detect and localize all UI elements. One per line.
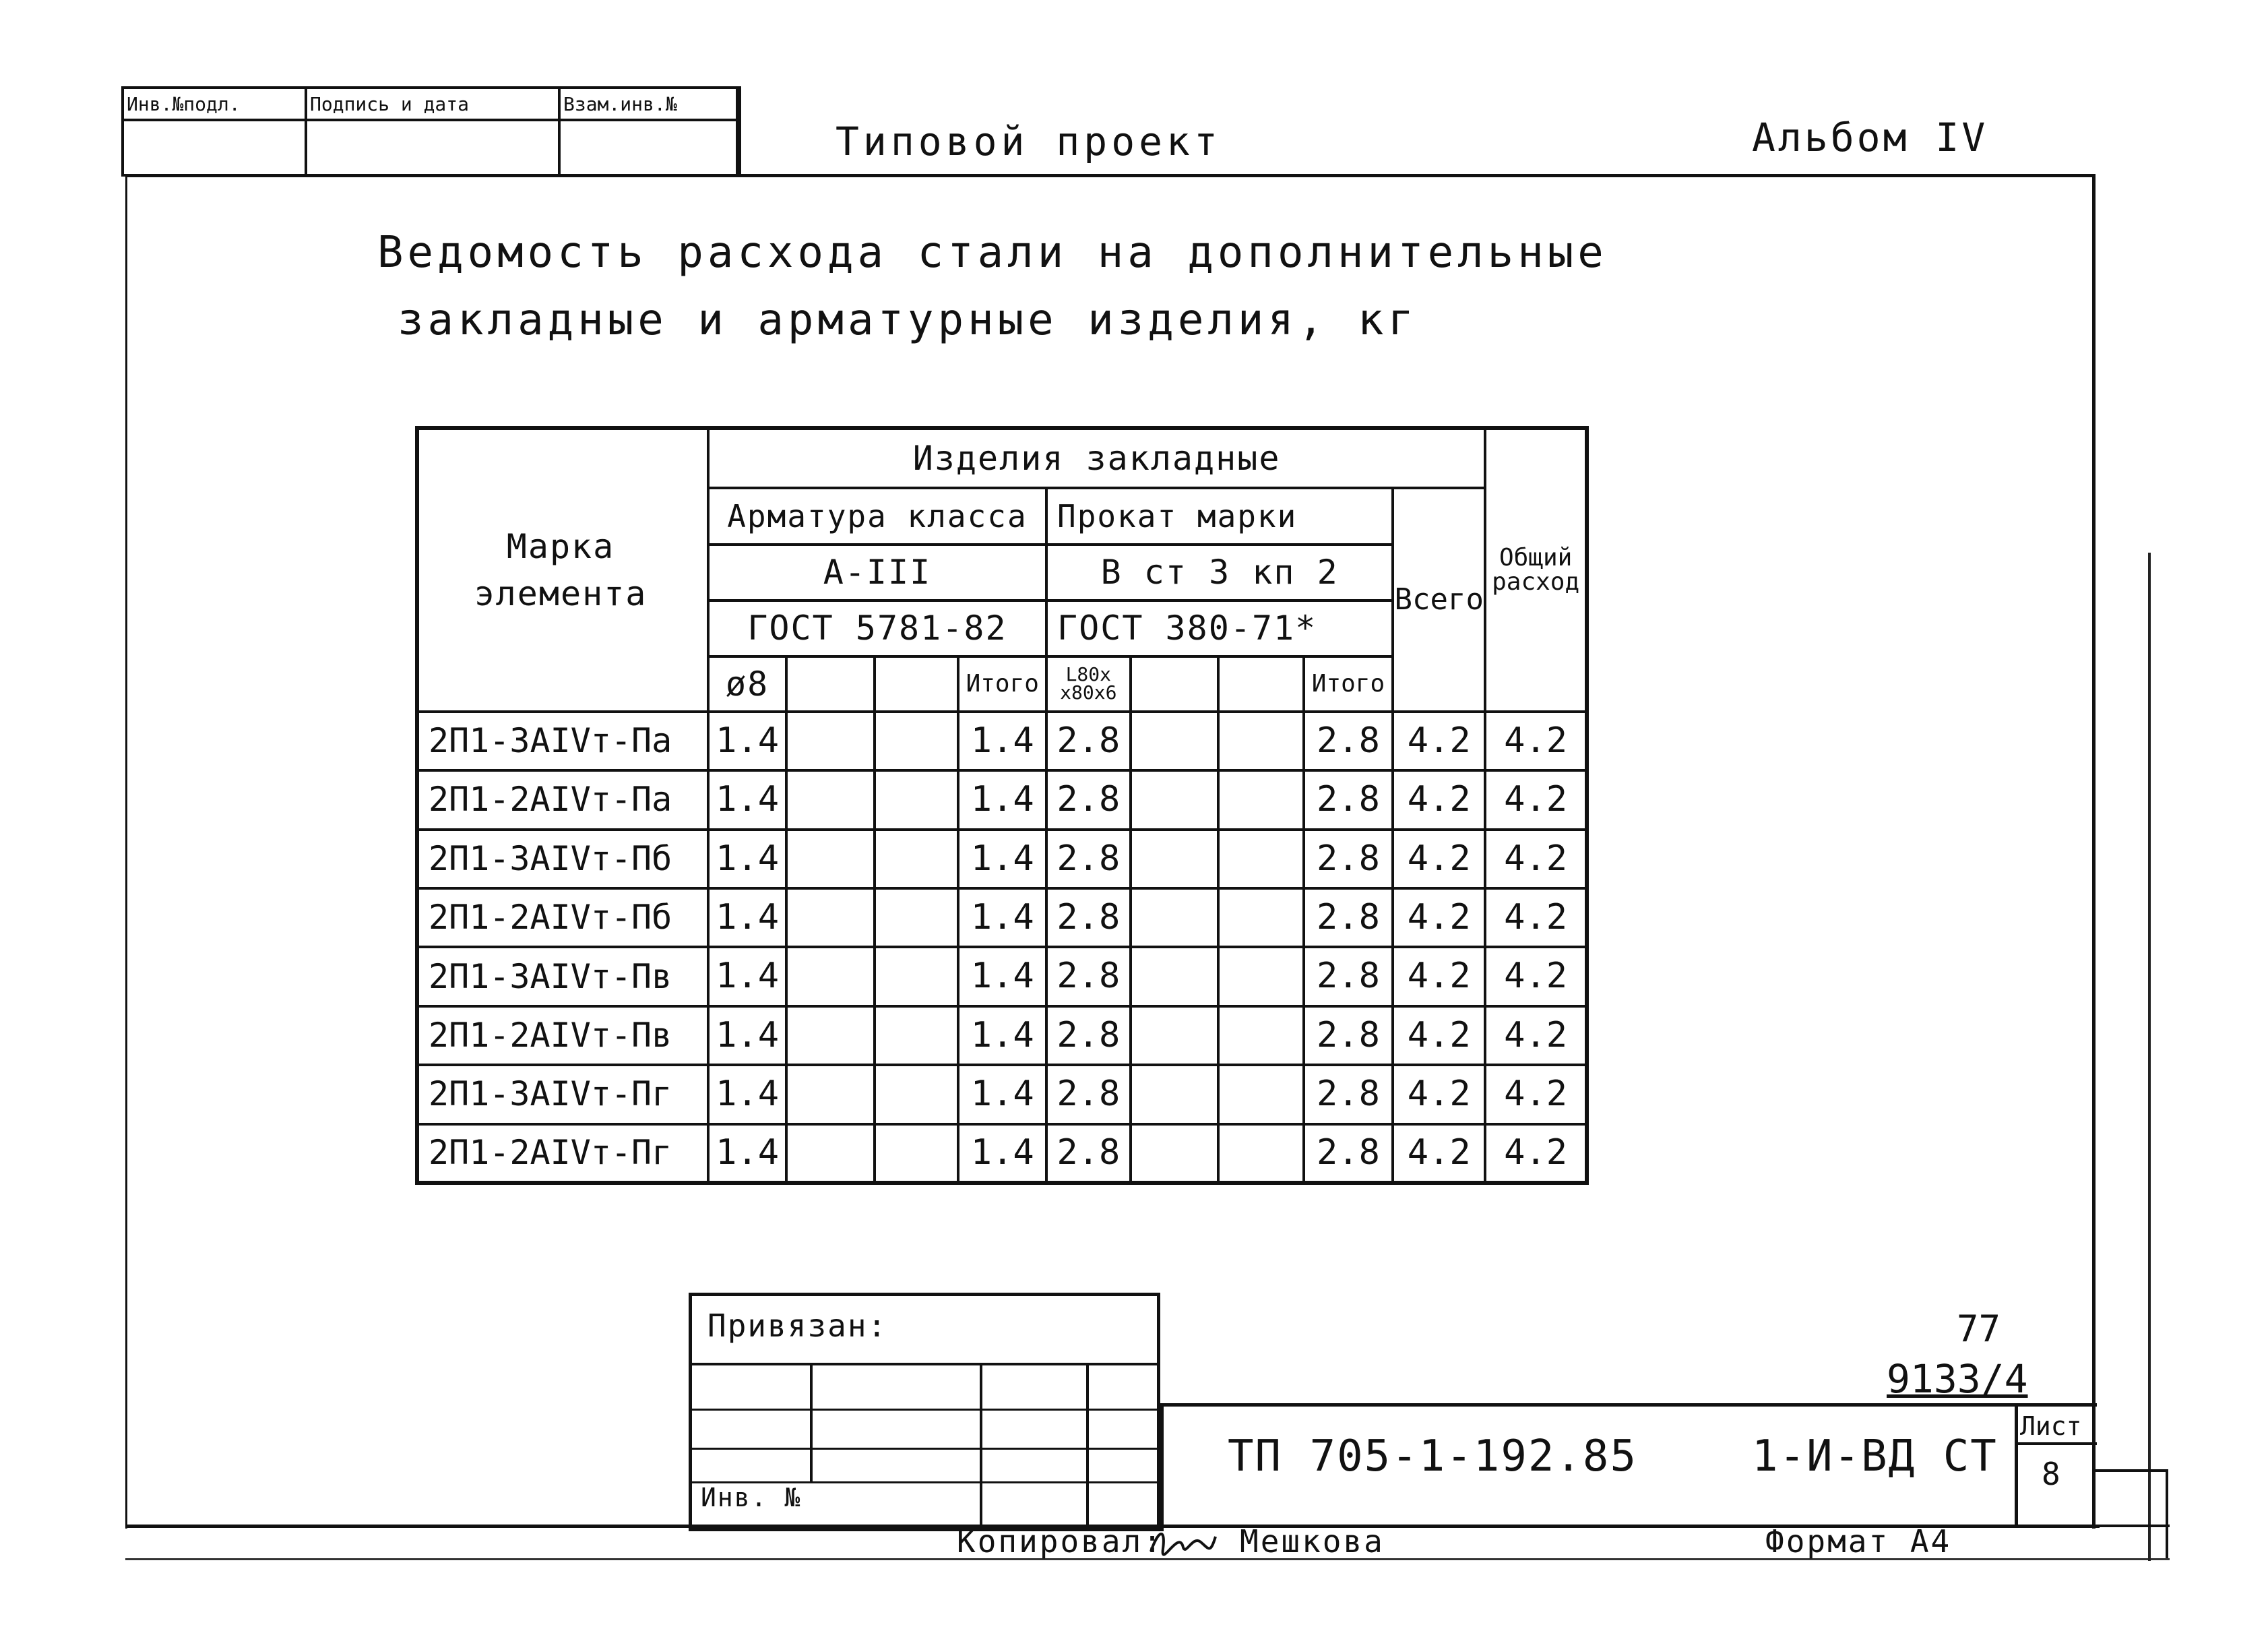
doc-title-line2: закладные и арматурные изделия, кг xyxy=(398,295,1418,345)
row-itogo-rolled-cell: 2.8 xyxy=(1304,1124,1393,1183)
row-total-cell: 4.2 xyxy=(1393,830,1485,888)
row-angle-cell: 2.8 xyxy=(1046,712,1131,770)
stamp-divider xyxy=(305,89,307,174)
row-general-cell: 4.2 xyxy=(1485,770,1587,829)
edge-mark-line xyxy=(2096,1525,2170,1527)
rolled-gost: ГОСТ 380-71* xyxy=(1046,601,1393,656)
header-itogo-rebar: Итого xyxy=(958,656,1046,711)
stamp-divider xyxy=(736,89,738,174)
table-row xyxy=(417,888,1587,947)
header-mark xyxy=(417,428,708,712)
document-code: 1-И-ВД СТ xyxy=(1752,1432,1998,1481)
stamp-divider xyxy=(558,89,561,174)
row-d8-cell: 1.4 xyxy=(708,888,787,947)
row-empty-cell xyxy=(786,1065,875,1124)
row-empty-cell xyxy=(1218,1006,1304,1065)
row-empty-cell xyxy=(1218,1124,1304,1183)
row-empty-cell xyxy=(1218,947,1304,1006)
row-empty-cell xyxy=(1131,830,1219,888)
row-angle-cell: 2.8 xyxy=(1046,947,1131,1006)
row-empty-cell xyxy=(875,712,959,770)
row-empty-cell xyxy=(786,1006,875,1065)
row-empty-cell xyxy=(1218,712,1304,770)
table-row xyxy=(417,770,1587,829)
row-itogo-rolled-cell: 2.8 xyxy=(1304,770,1393,829)
titleblock-left-line xyxy=(1160,1403,1164,1531)
row-itogo-rolled-cell: 2.8 xyxy=(1304,830,1393,888)
row-mark-cell: 2П1-3АIVт-Пб xyxy=(417,830,708,888)
binding-row-line xyxy=(689,1409,1160,1411)
album-header: Альбом IV xyxy=(1752,115,1988,160)
row-d8-cell: 1.4 xyxy=(708,947,787,1006)
row-angle-cell: 2.8 xyxy=(1046,888,1131,947)
header-empty-cell xyxy=(875,656,959,711)
table-row xyxy=(417,947,1587,1006)
row-empty-cell xyxy=(1131,1065,1219,1124)
project-header: Типовой проект xyxy=(836,119,1222,164)
row-empty-cell xyxy=(786,1124,875,1183)
binding-label: Привязан: xyxy=(707,1307,888,1344)
row-d8-cell: 1.4 xyxy=(708,1006,787,1065)
row-itogo-rolled-cell: 2.8 xyxy=(1304,888,1393,947)
row-angle-cell: 2.8 xyxy=(1046,1006,1131,1065)
row-empty-cell xyxy=(1131,770,1219,829)
row-general-cell: 4.2 xyxy=(1485,947,1587,1006)
header-empty-cell xyxy=(1218,656,1304,711)
row-itogo-rolled-cell: 2.8 xyxy=(1304,1006,1393,1065)
row-total-cell: 4.2 xyxy=(1393,712,1485,770)
binding-row-line xyxy=(689,1363,1160,1365)
row-general-cell: 4.2 xyxy=(1485,1006,1587,1065)
row-total-cell: 4.2 xyxy=(1393,770,1485,829)
row-itogo-rolled-cell: 2.8 xyxy=(1304,947,1393,1006)
row-itogo-rebar-cell: 1.4 xyxy=(958,888,1046,947)
format-label: Формат А4 xyxy=(1765,1523,1952,1560)
table-row xyxy=(417,1065,1587,1124)
row-general-cell: 4.2 xyxy=(1485,830,1587,888)
sheet-cell-line xyxy=(2015,1442,2097,1445)
sheet-label: Лист xyxy=(2020,1411,2082,1441)
row-empty-cell xyxy=(875,1065,959,1124)
row-d8-cell: 1.4 xyxy=(708,770,787,829)
frame-left-border xyxy=(125,174,127,1529)
row-itogo-rebar-cell: 1.4 xyxy=(958,947,1046,1006)
row-empty-cell xyxy=(786,712,875,770)
header-empty-cell xyxy=(786,656,875,711)
row-d8-cell: 1.4 xyxy=(708,1124,787,1183)
row-itogo-rolled-cell: 2.8 xyxy=(1304,1065,1393,1124)
edge-mark-line xyxy=(2166,1469,2168,1558)
header-angle-profile: L80x x80x6 xyxy=(1046,656,1131,711)
copier-name: Мешкова xyxy=(1240,1523,1385,1560)
row-total-cell: 4.2 xyxy=(1393,947,1485,1006)
number-top: 77 xyxy=(1957,1307,2001,1350)
binding-col-line xyxy=(1086,1363,1089,1529)
header-d8: ø8 xyxy=(708,656,787,711)
row-itogo-rebar-cell: 1.4 xyxy=(958,712,1046,770)
header-itogo-rolled: Итого xyxy=(1304,656,1393,711)
row-total-cell: 4.2 xyxy=(1393,1006,1485,1065)
row-empty-cell xyxy=(1131,947,1219,1006)
row-empty-cell xyxy=(875,1124,959,1183)
row-itogo-rebar-cell: 1.4 xyxy=(958,1124,1046,1183)
table-row xyxy=(417,830,1587,888)
document-designation: ТП 705-1-192.85 xyxy=(1228,1432,1637,1481)
header-mark-label: Марка элемента xyxy=(474,526,648,613)
binding-col-line xyxy=(980,1363,982,1529)
rebar-gost: ГОСТ 5781-82 xyxy=(708,601,1046,656)
row-total-cell: 4.2 xyxy=(1393,1065,1485,1124)
row-itogo-rebar-cell: 1.4 xyxy=(958,830,1046,888)
header-rebar-class: Арматура класса xyxy=(708,488,1046,544)
row-general-cell: 4.2 xyxy=(1485,888,1587,947)
row-angle-cell: 2.8 xyxy=(1046,1065,1131,1124)
sheet-right-edge xyxy=(2148,553,2151,1561)
row-mark-cell: 2П1-3АIVт-Пв xyxy=(417,947,708,1006)
row-angle-cell: 2.8 xyxy=(1046,830,1131,888)
copier-signature-icon xyxy=(1145,1522,1220,1562)
stamp-inv-label: Инв.№подл. xyxy=(127,93,241,115)
steel-consumption-table xyxy=(415,426,1589,1185)
row-empty-cell xyxy=(875,770,959,829)
row-d8-cell: 1.4 xyxy=(708,712,787,770)
sheet-number: 8 xyxy=(2042,1456,2060,1492)
table-row xyxy=(417,712,1587,770)
row-total-cell: 4.2 xyxy=(1393,1124,1485,1183)
row-itogo-rebar-cell: 1.4 xyxy=(958,1006,1046,1065)
row-angle-cell: 2.8 xyxy=(1046,1124,1131,1183)
row-empty-cell xyxy=(786,830,875,888)
inventory-label: Инв. № xyxy=(701,1483,802,1512)
header-embedded-items: Изделия закладные xyxy=(708,428,1485,488)
row-mark-cell: 2П1-3АIVт-Пг xyxy=(417,1065,708,1124)
row-empty-cell xyxy=(786,888,875,947)
table-row xyxy=(417,1006,1587,1065)
number-bottom: 9133/4 xyxy=(1887,1356,2028,1402)
approval-stamp xyxy=(121,86,741,177)
row-empty-cell xyxy=(786,947,875,1006)
row-mark-cell: 2П1-2АIVт-Па xyxy=(417,770,708,829)
titleblock-top-line xyxy=(1160,1403,2097,1407)
header-total-all: Всего xyxy=(1393,488,1485,711)
doc-title-line1: Ведомость расхода стали на дополнительные xyxy=(377,228,1608,278)
table-row xyxy=(417,1124,1587,1183)
row-mark-cell: 2П1-3АIVт-Па xyxy=(417,712,708,770)
rolled-grade-value: В ст 3 кп 2 xyxy=(1046,545,1393,601)
row-empty-cell xyxy=(1218,888,1304,947)
header-empty-cell xyxy=(1131,656,1219,711)
row-angle-cell: 2.8 xyxy=(1046,770,1131,829)
header-rolled-grade: Прокат марки xyxy=(1046,488,1393,544)
copied-label: Копировал: xyxy=(957,1523,1164,1560)
row-total-cell: 4.2 xyxy=(1393,888,1485,947)
sheet-cell-line xyxy=(2015,1403,2018,1525)
row-itogo-rebar-cell: 1.4 xyxy=(958,1065,1046,1124)
row-empty-cell xyxy=(786,770,875,829)
header-general-consumption: Общий расход xyxy=(1485,428,1587,712)
row-mark-cell: 2П1-2АIVт-Пг xyxy=(417,1124,708,1183)
row-itogo-rebar-cell: 1.4 xyxy=(958,770,1046,829)
row-empty-cell xyxy=(1131,888,1219,947)
row-mark-cell: 2П1-2АIVт-Пб xyxy=(417,888,708,947)
edge-mark-line xyxy=(2096,1469,2167,1472)
row-empty-cell xyxy=(875,830,959,888)
rebar-class-value: А-III xyxy=(708,545,1046,601)
stamp-sign-label: Подпись и дата xyxy=(310,93,470,115)
row-d8-cell: 1.4 xyxy=(708,830,787,888)
row-empty-cell xyxy=(1131,712,1219,770)
binding-row-line xyxy=(689,1448,1160,1450)
row-general-cell: 4.2 xyxy=(1485,1065,1587,1124)
stamp-replace-label: Взам.инв.№ xyxy=(563,93,677,115)
row-empty-cell xyxy=(1218,770,1304,829)
row-empty-cell xyxy=(1131,1124,1219,1183)
row-empty-cell xyxy=(875,947,959,1006)
row-empty-cell xyxy=(875,888,959,947)
row-empty-cell xyxy=(1218,830,1304,888)
row-itogo-rolled-cell: 2.8 xyxy=(1304,712,1393,770)
row-general-cell: 4.2 xyxy=(1485,712,1587,770)
row-d8-cell: 1.4 xyxy=(708,1065,787,1124)
row-empty-cell xyxy=(875,1006,959,1065)
row-empty-cell xyxy=(1218,1065,1304,1124)
binding-col-line xyxy=(810,1363,813,1481)
row-empty-cell xyxy=(1131,1006,1219,1065)
row-mark-cell: 2П1-2АIVт-Пв xyxy=(417,1006,708,1065)
row-general-cell: 4.2 xyxy=(1485,1124,1587,1183)
